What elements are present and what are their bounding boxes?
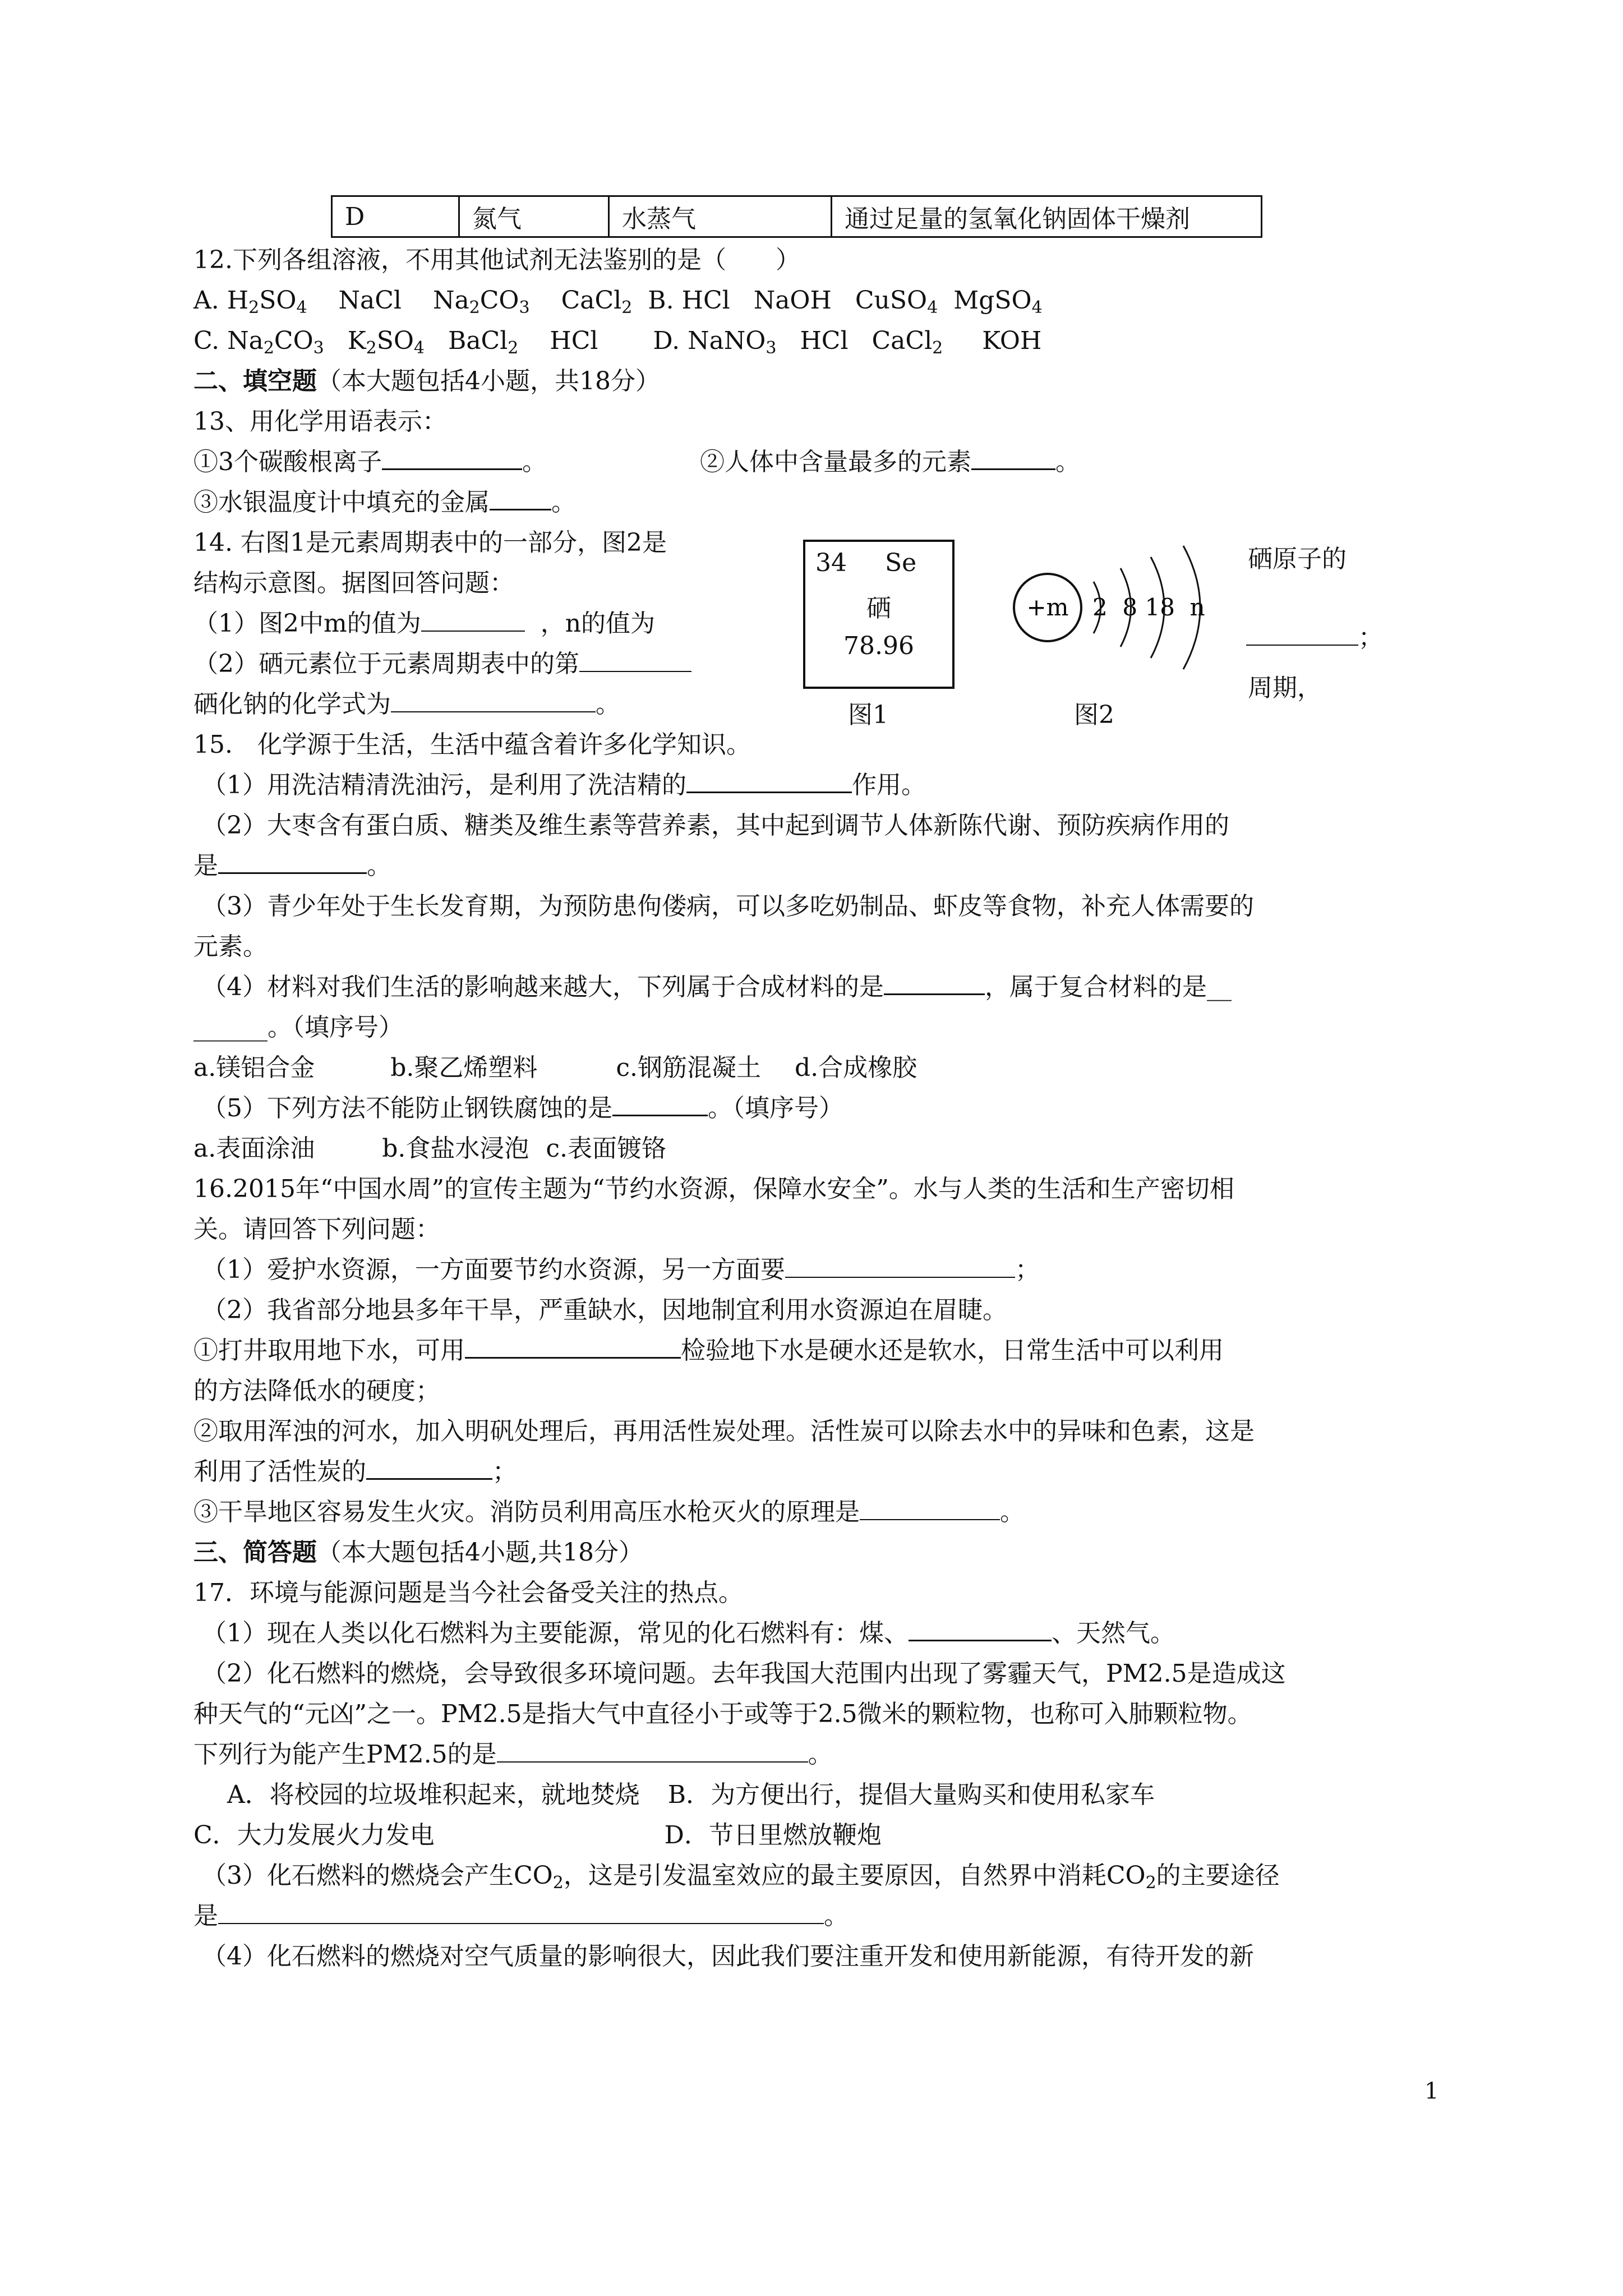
q16-line-8: 利用了活性炭的 ；: [193, 1457, 517, 1486]
q15-part-2: （2）大枣含有蛋白质、糖类及维生素等营养素，其中起到调节人体新陈代谢、预防疾病作用的: [202, 811, 1229, 840]
q14-line-2: 结构示意图。据图回答问题：: [193, 569, 514, 597]
table-cell: D: [332, 196, 459, 237]
answer-blank[interactable]: [785, 1255, 1015, 1278]
q16-line-4: （2）我省部分地县多年干旱，严重缺水，因地制宜利用水资源迫在眉睫。: [202, 1296, 1007, 1324]
option: b.食盐水浸泡: [382, 1134, 529, 1163]
figure-2-caption: 图2: [1074, 701, 1114, 729]
answer-blank[interactable]: [497, 1740, 808, 1763]
answer-blank[interactable]: [884, 972, 985, 995]
option: C．大力发展火力发电: [193, 1821, 435, 1849]
answer-blank[interactable]: [909, 1618, 1052, 1641]
q15-part-4: （4）材料对我们生活的影响越来越大，下列属于合成材料的是 ，属于复合材料的是__: [202, 973, 1232, 1001]
atomic-number: 34: [815, 549, 847, 577]
section-2-heading: 二、填空题（本大题包括4小题，共18分）: [193, 367, 660, 395]
element-symbol: Se: [885, 549, 917, 577]
q16-line-6: 的方法降低水的硬度；: [193, 1377, 440, 1405]
q17-options-cd: [193, 1815, 1444, 1856]
q17-part-4: （4）化石燃料的燃烧对空气质量的影响很大，因此我们要注重开发和使用新能源，有待开发的新: [202, 1942, 1254, 1971]
q14-line-4: （2）硒元素位于元素周期表中的第: [193, 644, 788, 684]
q14-side-2: ；: [1246, 617, 1383, 653]
q14-side-3: 周期，: [1248, 674, 1322, 702]
answer-blank[interactable]: [218, 851, 367, 874]
answer-blank[interactable]: [490, 487, 551, 510]
q13-line-2: ③水银温度计中填充的金属 。: [193, 488, 576, 517]
q12-options-cd: C. $Na_2CO_3$ $K_2SO_4$ BaCl$_2$ HCl D. NaNO$_3$ HCl CaCl$_2$ KOH: [193, 326, 1042, 358]
q17-part-2-cont2: 下列行为能产生PM2.5的是 。: [193, 1740, 833, 1769]
option: D．节日里燃放鞭炮: [664, 1821, 882, 1849]
atomic-mass: 78.96: [843, 632, 914, 660]
q15-part-3: （3）青少年处于生长发育期，为预防患佝偻病，可以多吃奶制品、虾皮等食物，补充人体需要的: [202, 892, 1254, 921]
answer-blank[interactable]: [421, 609, 525, 632]
q17-part-2: （2）化石燃料的燃烧，会导致很多环境问题。去年我国大范围内出现了雾霾天气，PM2.5是造成这: [202, 1659, 1286, 1688]
table-cell: 氮气: [459, 196, 609, 237]
q14-side-1: 硒原子的: [1248, 545, 1347, 573]
option: c.钢筋混凝土: [616, 1053, 762, 1082]
section-3-heading: 三、简答题（本大题包括4小题,共18分）: [193, 1538, 643, 1567]
q16-line-5: ①打井取用地下水，可用 检验地下水是硬水还是软水，日常生活中可以利用: [193, 1336, 1224, 1365]
q12-stem: 12.下列各组溶液，不用其他试剂无法鉴别的是（ ）: [193, 246, 800, 274]
answer-blank[interactable]: [579, 650, 691, 672]
q17-part-3: （3）化石燃料的燃烧会产生$CO_2$，这是引发温室效应的最主要原因，自然界中消耗$CO_2$的主要途径: [202, 1861, 1280, 1893]
nucleus-label: +m: [1026, 593, 1069, 621]
q15-part-3-cont: 元素。: [193, 932, 268, 961]
q13-stem: 13、用化学用语表示：: [193, 407, 447, 436]
q17-stem: 17．环境与能源问题是当今社会备受关注的热点。: [193, 1579, 743, 1607]
option: a.镁铝合金: [193, 1053, 315, 1082]
q13-line-1: ①3个碳酸根离子 。 ②人体中含量最多的元素 。: [193, 448, 1080, 476]
element-name: 硒: [866, 594, 891, 623]
q15-options-2: [193, 1129, 1444, 1169]
q15-stem: 15. 化学源于生活，生活中蕴含着许多化学知识。: [193, 730, 751, 759]
q15-part-2-cont: 是 。: [193, 852, 391, 880]
answer-blank[interactable]: [391, 690, 596, 712]
q14-line-3: （1）图2中m的值为 ，n的值为: [193, 609, 656, 638]
answer-blank[interactable]: [465, 1336, 681, 1359]
atom-structure-diagram: [1009, 541, 1256, 682]
q16-line-9: ③干旱地区容易发生火灾。消防员利用高压水枪灭火的原理是 。: [193, 1498, 1025, 1526]
shell-electron-counts: 2 8 18 n: [1092, 593, 1205, 621]
q17-part-1: （1）现在人类以化石燃料为主要能源，常见的化石燃料有：煤、 、天然气。: [202, 1619, 1175, 1648]
option: A．将校园的垃圾堆积起来，就地焚烧: [227, 1780, 640, 1809]
page-number: 1: [1424, 2078, 1439, 2104]
table-cell: 水蒸气: [609, 196, 832, 237]
q17-part-2-cont: 种天气的“元凶”之一。PM2.5是指大气中直径小于或等于2.5微米的颗粒物，也称可入肺颗粒物。: [193, 1700, 1252, 1728]
table-row: [332, 196, 1262, 237]
option: a.表面涂油: [193, 1134, 315, 1163]
option: c.表面镀铬: [546, 1134, 667, 1163]
option: b.聚乙烯塑料: [390, 1053, 538, 1082]
answer-blank[interactable]: [382, 447, 522, 470]
q15-options-1: [193, 1048, 1444, 1088]
table-cell: 通过足量的氢氧化钠固体干燥剂: [832, 196, 1262, 237]
answer-blank[interactable]: [366, 1457, 492, 1480]
answer-blank[interactable]: [860, 1498, 1000, 1520]
option: B．为方便出行，提倡大量购买和使用私家车: [667, 1780, 1155, 1809]
q15-part-4-cont: ______。（填序号）: [193, 1013, 403, 1042]
q17-part-3-cont: 是 。: [193, 1902, 849, 1930]
answer-blank[interactable]: [1246, 623, 1358, 646]
figure-1-caption: 图1: [848, 701, 888, 729]
answer-blank[interactable]: [971, 447, 1055, 470]
element-tile-selenium: [803, 540, 955, 689]
q15-part-1: （1）用洗洁精清洗油污，是利用了洗洁精的 作用。: [202, 771, 926, 799]
q14-line-5: 硒化钠的化学式为 。: [193, 690, 620, 719]
q16-line-7: ②取用浑浊的河水，加入明矾处理后，再用活性炭处理。活性炭可以除去水中的异味和色素，这是: [193, 1417, 1255, 1446]
answer-blank[interactable]: [686, 770, 852, 793]
answer-blank[interactable]: [218, 1902, 824, 1924]
q15-part-5: （5）下列方法不能防止钢铁腐蚀的是 。（填序号）: [202, 1094, 843, 1122]
q16-line-1: 16.2015年“中国水周”的宣传主题为“节约水资源，保障水安全”。水与人类的生活和生产密切相: [193, 1175, 1234, 1203]
answer-blank[interactable]: [612, 1093, 708, 1116]
option: d.合成橡胶: [795, 1053, 917, 1082]
q16-line-2: 关。请回答下列问题：: [193, 1215, 440, 1244]
q14-line-1: 14. 右图1是元素周期表中的一部分，图2是: [193, 528, 667, 557]
q17-options-ab: [227, 1775, 1478, 1815]
options-table: [331, 195, 1262, 238]
q12-options-ab: A. $H_2SO_4$ NaCl $Na_2CO_3$ CaCl$_2$ B. HCl NaOH CuSO$_4$ MgSO$_4$: [193, 286, 1043, 318]
q16-line-3: （1）爱护水资源，一方面要节约水资源，另一方面要 ；: [202, 1255, 1040, 1284]
